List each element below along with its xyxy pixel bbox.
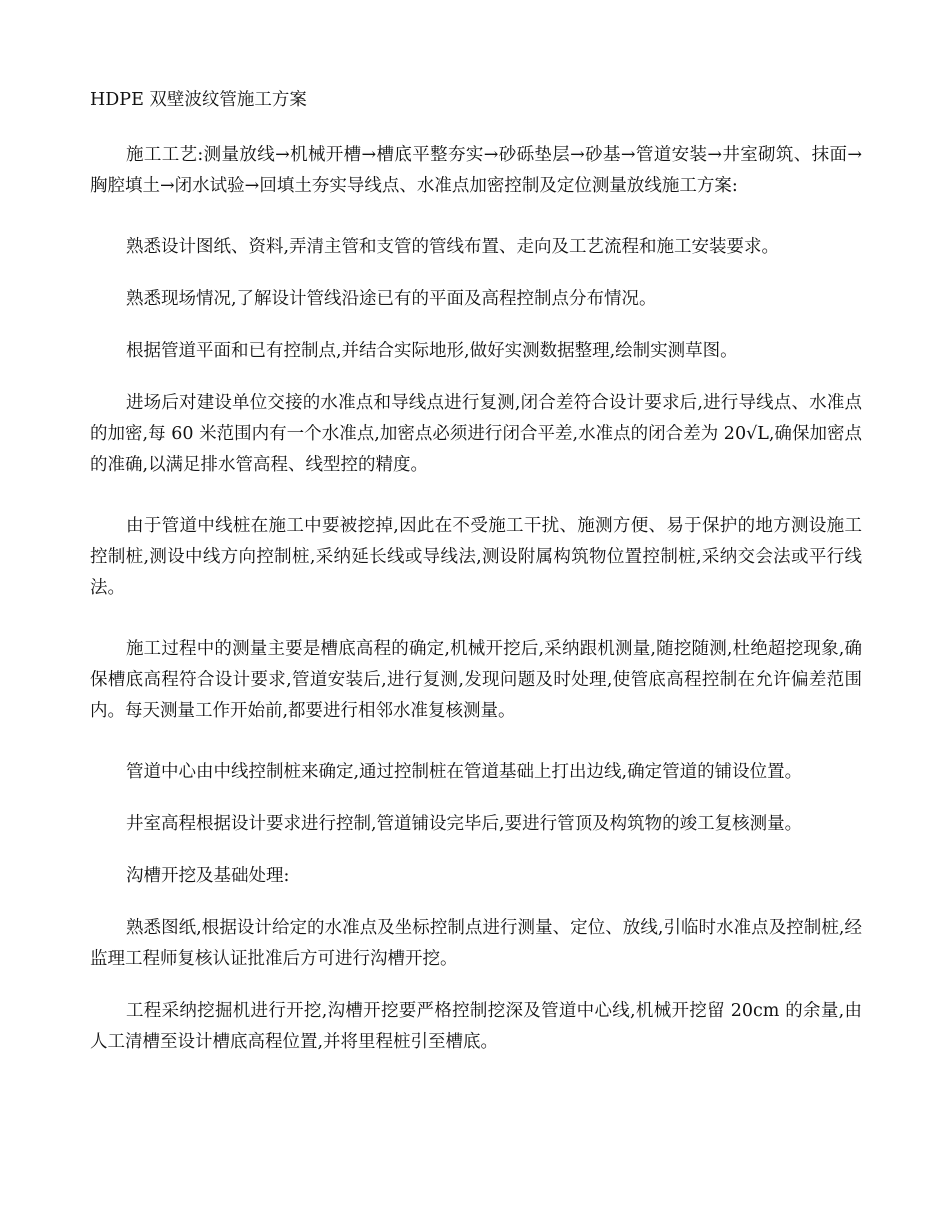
- paragraph-survey-sketch: 根据管道平面和已有控制点,并结合实际地形,做好实测数据整理,绘制实测草图。: [126, 341, 738, 361]
- document-page: [90, 0, 862, 1230]
- paragraph-site: 熟悉现场情况,了解设计管线沿途已有的平面及高程控制点分布情况。: [126, 289, 657, 309]
- paragraph-process: 施工工艺:测量放线→机械开槽→槽底平整夯实→砂砾垫层→砂基→管道安装→井室砌筑、抹面→胸腔填土→闭水试验→回填土夯实导线点、水准点加密控制及定位测量放线施工方案:: [90, 145, 862, 196]
- paragraph-trench-elevation: 施工过程中的测量主要是槽底高程的确定,机械开挖后,采纳跟机测量,随挖随测,杜绝超挖现象,确保槽底高程符合设计要求,管道安装后,进行复测,发现问题及时处理,使管底高程控制在允许偏差范围内。每天测量工作开始前,都要进行相邻水准复核测量。: [90, 639, 862, 721]
- paragraph-excavation-prep: 熟悉图纸,根据设计给定的水准点及坐标控制点进行测量、定位、放线,引临时水准点及控制桩,经监理工程师复核认证批准后方可进行沟槽开挖。: [90, 918, 862, 969]
- paragraph-benchmark-check: 进场后对建设单位交接的水准点和导线点进行复测,闭合差符合设计要求后,进行导线点、水准点的加密,每 60 米范围内有一个水准点,加密点必须进行闭合平差,水准点的闭合差为 20√L,确保加密点的准确,以满足排水管高程、线型控的精度。: [90, 393, 862, 475]
- paragraph-manhole-elevation: 井室高程根据设计要求进行控制,管道铺设完毕后,要进行管顶及构筑物的竣工复核测量。: [126, 814, 803, 834]
- paragraph-control-piles: 由于管道中线桩在施工中要被挖掉,因此在不受施工干扰、施测方便、易于保护的地方测设施工控制桩,测设中线方向控制桩,采纳延长线或导线法,测设附属构筑物位置控制桩,采纳交会法或平行线法。: [90, 516, 862, 598]
- document-title: HDPE 双壁波纹管施工方案: [90, 90, 307, 110]
- paragraph-excavation-heading: 沟槽开挖及基础处理:: [126, 866, 290, 886]
- paragraph-drawings: 熟悉设计图纸、资料,弄清主管和支管的管线布置、走向及工艺流程和施工安装要求。: [126, 237, 780, 257]
- paragraph-pipe-center: 管道中心由中线控制桩来确定,通过控制桩在管道基础上打出边线,确定管道的铺设位置。: [126, 762, 803, 782]
- paragraph-excavator: 工程采纳挖掘机进行开挖,沟槽开挖要严格控制挖深及管道中心线,机械开挖留 20cm 的余量,由人工清槽至设计槽底高程位置,并将里程桩引至槽底。: [90, 1001, 862, 1052]
